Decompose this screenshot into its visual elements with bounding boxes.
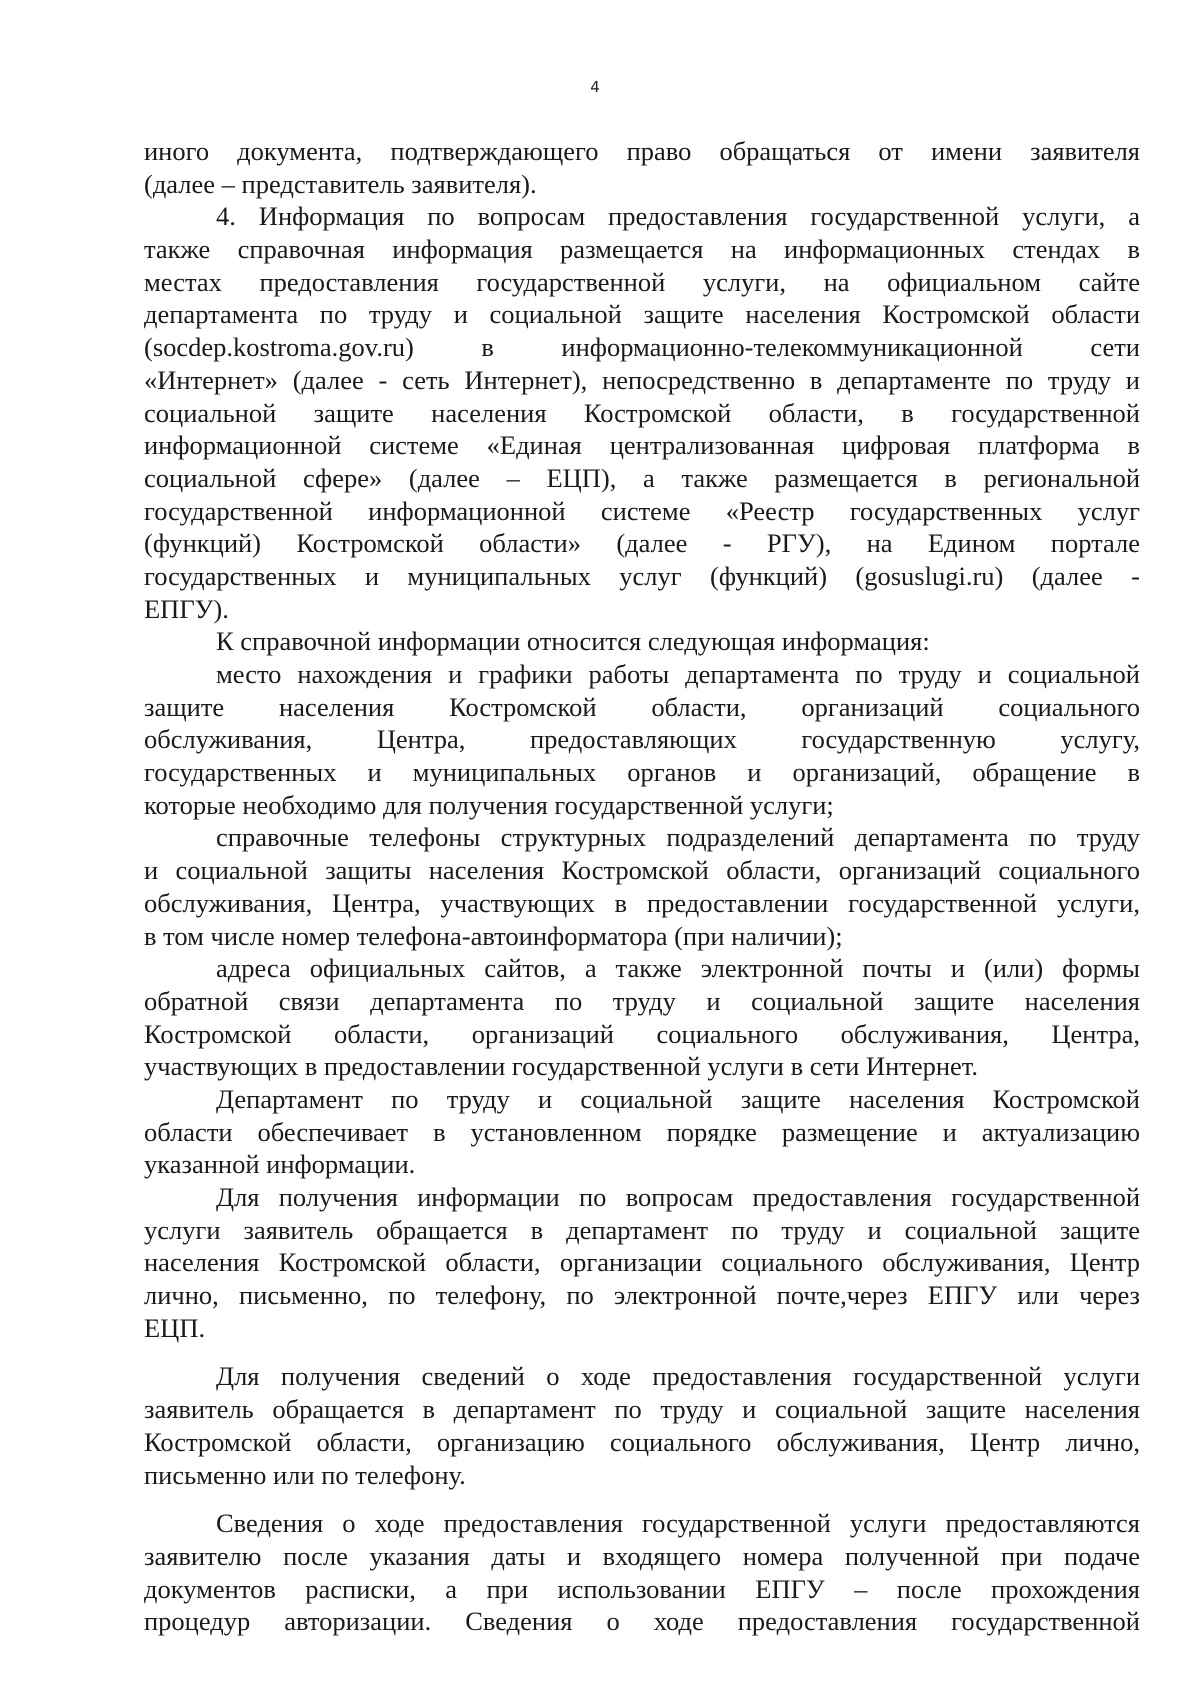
text-line: К справочной информации относится следующая информация: bbox=[216, 626, 930, 657]
text-line: области обеспечивает в установленном порядке размещение и актуализацию bbox=[144, 1116, 1140, 1147]
text-line: иного документа, подтверждающего право обращаться от имени заявителя bbox=[144, 136, 1140, 166]
text-line: справочные телефоны структурных подразделений департамента по труду bbox=[216, 822, 1140, 853]
text-line: департамента по труду и социальной защите населения Костромской области bbox=[144, 299, 1140, 330]
paragraph bbox=[144, 952, 1140, 1083]
text-line: информационной системе «Единая централизованная цифровая платформа в bbox=[144, 430, 1140, 461]
text-line: (socdep.kostroma.gov.ru) в информационно-телекоммуникационной сети bbox=[144, 332, 1140, 363]
text-line: населения Костромской области, организации социального обслуживания, Центр bbox=[144, 1247, 1140, 1278]
text-line: адреса официальных сайтов, а также электронной почты и (или) формы bbox=[216, 953, 1140, 984]
text-line: 4. Информация по вопросам предоставления государственной услуги, а bbox=[216, 201, 1140, 232]
text-line: «Интернет» (далее - сеть Интернет), непосредственно в департаменте по труду и bbox=[144, 364, 1140, 395]
paragraph bbox=[144, 1181, 1140, 1344]
text-line: социальной сфере» (далее – ЕЦП), а также размещается в региональной bbox=[144, 462, 1140, 493]
text-line: местах предоставления государственной услуги, на официальном сайте bbox=[144, 266, 1140, 297]
text-line: (функций) Костромской области» (далее - РГУ), на Едином портале bbox=[144, 528, 1140, 559]
text-line: (далее – представитель заявителя). bbox=[144, 168, 537, 199]
paragraph bbox=[144, 1360, 1140, 1491]
text-line: лично, письменно, по телефону, по электронной почте,через ЕПГУ или через bbox=[144, 1280, 1140, 1311]
paragraph-gap bbox=[144, 1344, 1140, 1360]
text-line: обратной связи департамента по труду и социальной защите населения bbox=[144, 985, 1140, 1016]
text-line: ЕПГУ). bbox=[144, 593, 229, 624]
text-line: документов расписки, а при использовании ЕПГУ – после прохождения bbox=[144, 1573, 1140, 1604]
text-line: государственной информационной системе «Реестр государственных услуг bbox=[144, 495, 1140, 526]
text-line: место нахождения и графики работы департамента по труду и социальной bbox=[216, 659, 1140, 689]
document-body bbox=[144, 135, 1140, 1638]
text-line: ЕЦП. bbox=[144, 1312, 206, 1343]
text-line: Костромской области, организацию социального обслуживания, Центр лично, bbox=[144, 1426, 1140, 1457]
text-line: которые необходимо для получения государственной услуги; bbox=[144, 789, 834, 820]
text-line: Департамент по труду и социальной защите населения Костромской bbox=[216, 1083, 1140, 1114]
paragraph bbox=[144, 1507, 1140, 1638]
text-line: защите населения Костромской области, организаций социального bbox=[144, 691, 1140, 722]
text-line: Костромской области, организаций социального обслуживания, Центра, bbox=[144, 1018, 1140, 1049]
text-line: указанной информации. bbox=[144, 1149, 416, 1180]
text-line: участвующих в предоставлении государственной услуги в сети Интернет. bbox=[144, 1051, 979, 1082]
paragraph bbox=[144, 200, 1140, 625]
text-line: Сведения о ходе предоставления государственной услуги предоставляются bbox=[216, 1508, 1140, 1539]
page-number: 4 bbox=[590, 78, 600, 96]
paragraph bbox=[144, 625, 1140, 658]
text-line: заявитель обращается в департамент по труду и социальной защите населения bbox=[144, 1394, 1140, 1425]
paragraph bbox=[144, 1083, 1140, 1181]
text-line: в том числе номер телефона-автоинформатора (при наличии); bbox=[144, 920, 843, 951]
text-line: процедур авторизации. Сведения о ходе предоставления государственной bbox=[144, 1606, 1140, 1637]
text-line: письменно или по телефону. bbox=[144, 1459, 466, 1490]
text-line: государственных и муниципальных органов и организаций, обращение в bbox=[144, 757, 1140, 788]
text-line: государственных и муниципальных услуг (функций) (gosuslugi.ru) (далее - bbox=[144, 560, 1140, 591]
text-line: услуги заявитель обращается в департамент по труду и социальной защите bbox=[144, 1214, 1140, 1245]
paragraph bbox=[144, 658, 1140, 821]
text-line: и социальной защиты населения Костромской области, организаций социального bbox=[144, 855, 1140, 886]
text-line: заявителю после указания даты и входящего номера полученной при подаче bbox=[144, 1540, 1140, 1571]
paragraph bbox=[144, 821, 1140, 952]
paragraph bbox=[144, 135, 1140, 200]
text-line: социальной защите населения Костромской области, в государственной bbox=[144, 397, 1140, 428]
paragraph-gap bbox=[144, 1491, 1140, 1507]
text-line: Для получения сведений о ходе предоставления государственной услуги bbox=[216, 1361, 1140, 1392]
text-line: также справочная информация размещается на информационных стендах в bbox=[144, 234, 1140, 265]
text-line: Для получения информации по вопросам предоставления государственной bbox=[216, 1182, 1140, 1212]
text-line: обслуживания, Центра, участвующих в предоставлении государственной услуги, bbox=[144, 887, 1140, 918]
text-line: обслуживания, Центра, предоставляющих государственную услугу, bbox=[144, 724, 1140, 755]
